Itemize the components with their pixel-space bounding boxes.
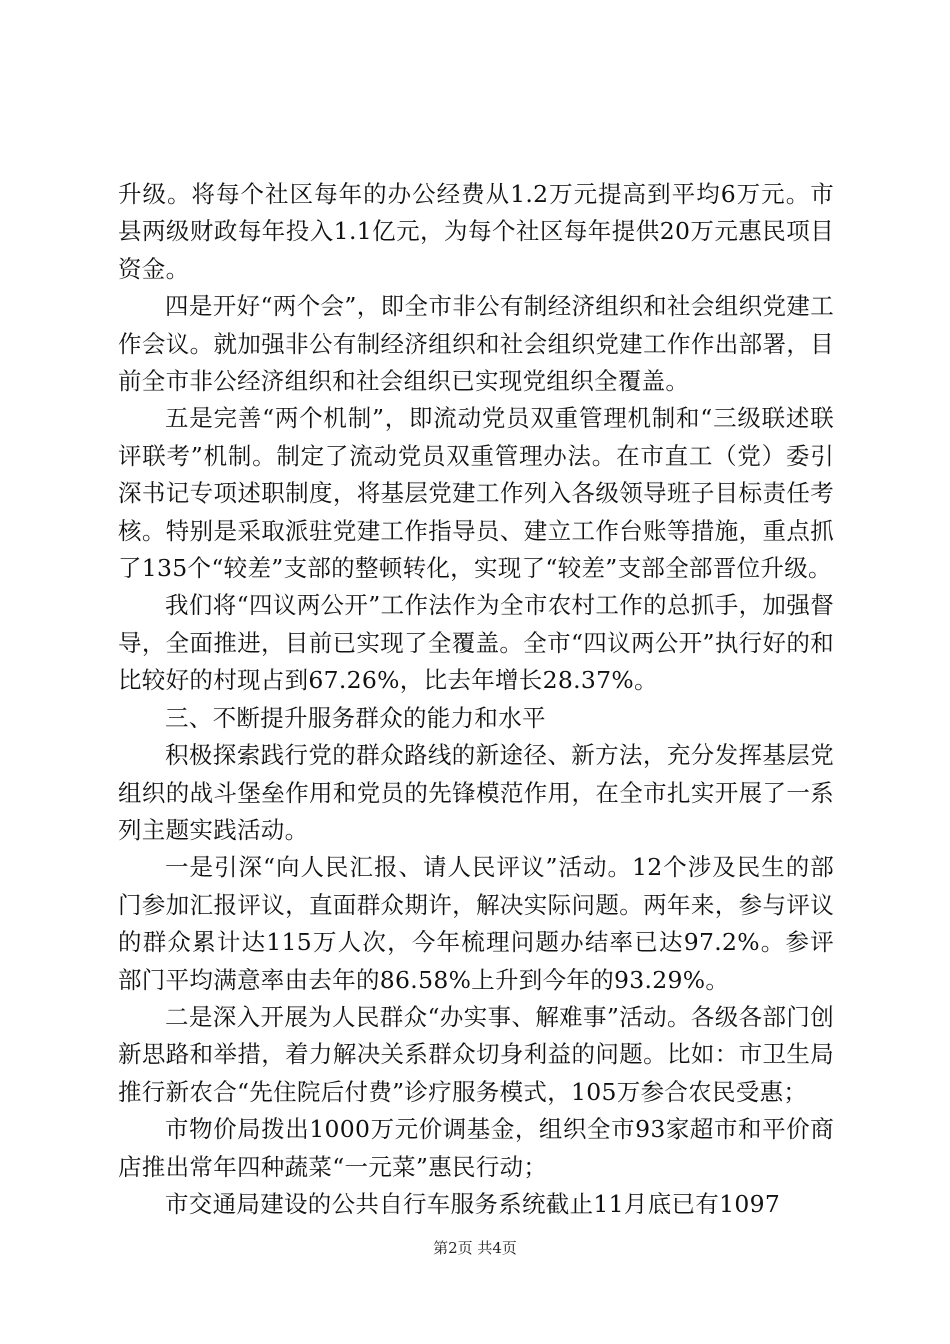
page-number: 第2页 共4页 [433, 1239, 517, 1257]
paragraph-1: 升级。将每个社区每年的办公经费从1.2万元提高到平均6万元。市县两级财政每年投入1.1亿元，为每个社区每年提供20万元惠民项目资金。 [118, 180, 834, 283]
paragraph-8: 二是深入开展为人民群众“办实事、解难事”活动。各级各部门创新思路和举措，着力解决关系群众切身利益的问题。比如：市卫生局推行新农合“先住院后付费”诊疗服务模式，105万参合农民受惠； [118, 1002, 834, 1106]
paragraph-4: 我们将“四议两公开”工作法作为全市农村工作的总抓手，加强督导，全面推进，目前已实现了全覆盖。全市“四议两公开”执行好的和比较好的村现占到67.26%，比去年增长28.37%。 [118, 591, 834, 695]
paragraph-10: 市交通局建设的公共自行车服务系统截止11月底已有1097 [165, 1189, 781, 1218]
paragraph-3: 五是完善“两个机制”，即流动党员双重管理机制和“三级联述联评联考”机制。制定了流动党员双重管理办法。在市直工（党）委引深书记专项述职制度，将基层党建工作列入各级领导班子目标责任考核。特别是采取派驻党建工作指导员、建立工作台账等措施，重点抓了135个“较差”支部的整顿转化，实现了“较差”支部全部晋位升级。 [118, 404, 834, 583]
document-body [118, 176, 834, 1223]
paragraph-2: 四是开好“两个会”，即全市非公有制经济组织和社会组织党建工作会议。就加强非公有制经济组织和社会组织党建工作作出部署，目前全市非公经济组织和社会组织已实现党组织全覆盖。 [118, 292, 834, 396]
section-heading: 三、不断提升服务群众的能力和水平 [165, 703, 546, 732]
paragraph-9: 市物价局拨出1000万元价调基金，组织全市93家超市和平价商店推出常年四种蔬菜“一元菜”惠民行动； [118, 1115, 834, 1181]
paragraph-7: 一是引深“向人民汇报、请人民评议”活动。12个涉及民生的部门参加汇报评议，直面群众期许，解决实际问题。两年来，参与评议的群众累计达115万人次，今年梳理问题办结率已达97.2%。参评部门平均满意率由去年的86.58%上升到今年的93.29%。 [118, 853, 834, 994]
paragraph-6: 积极探索践行党的群众路线的新途径、新方法，充分发挥基层党组织的战斗堡垒作用和党员的先锋模范作用，在全市扎实开展了一系列主题实践活动。 [118, 741, 834, 844]
page-footer [0, 1238, 950, 1258]
